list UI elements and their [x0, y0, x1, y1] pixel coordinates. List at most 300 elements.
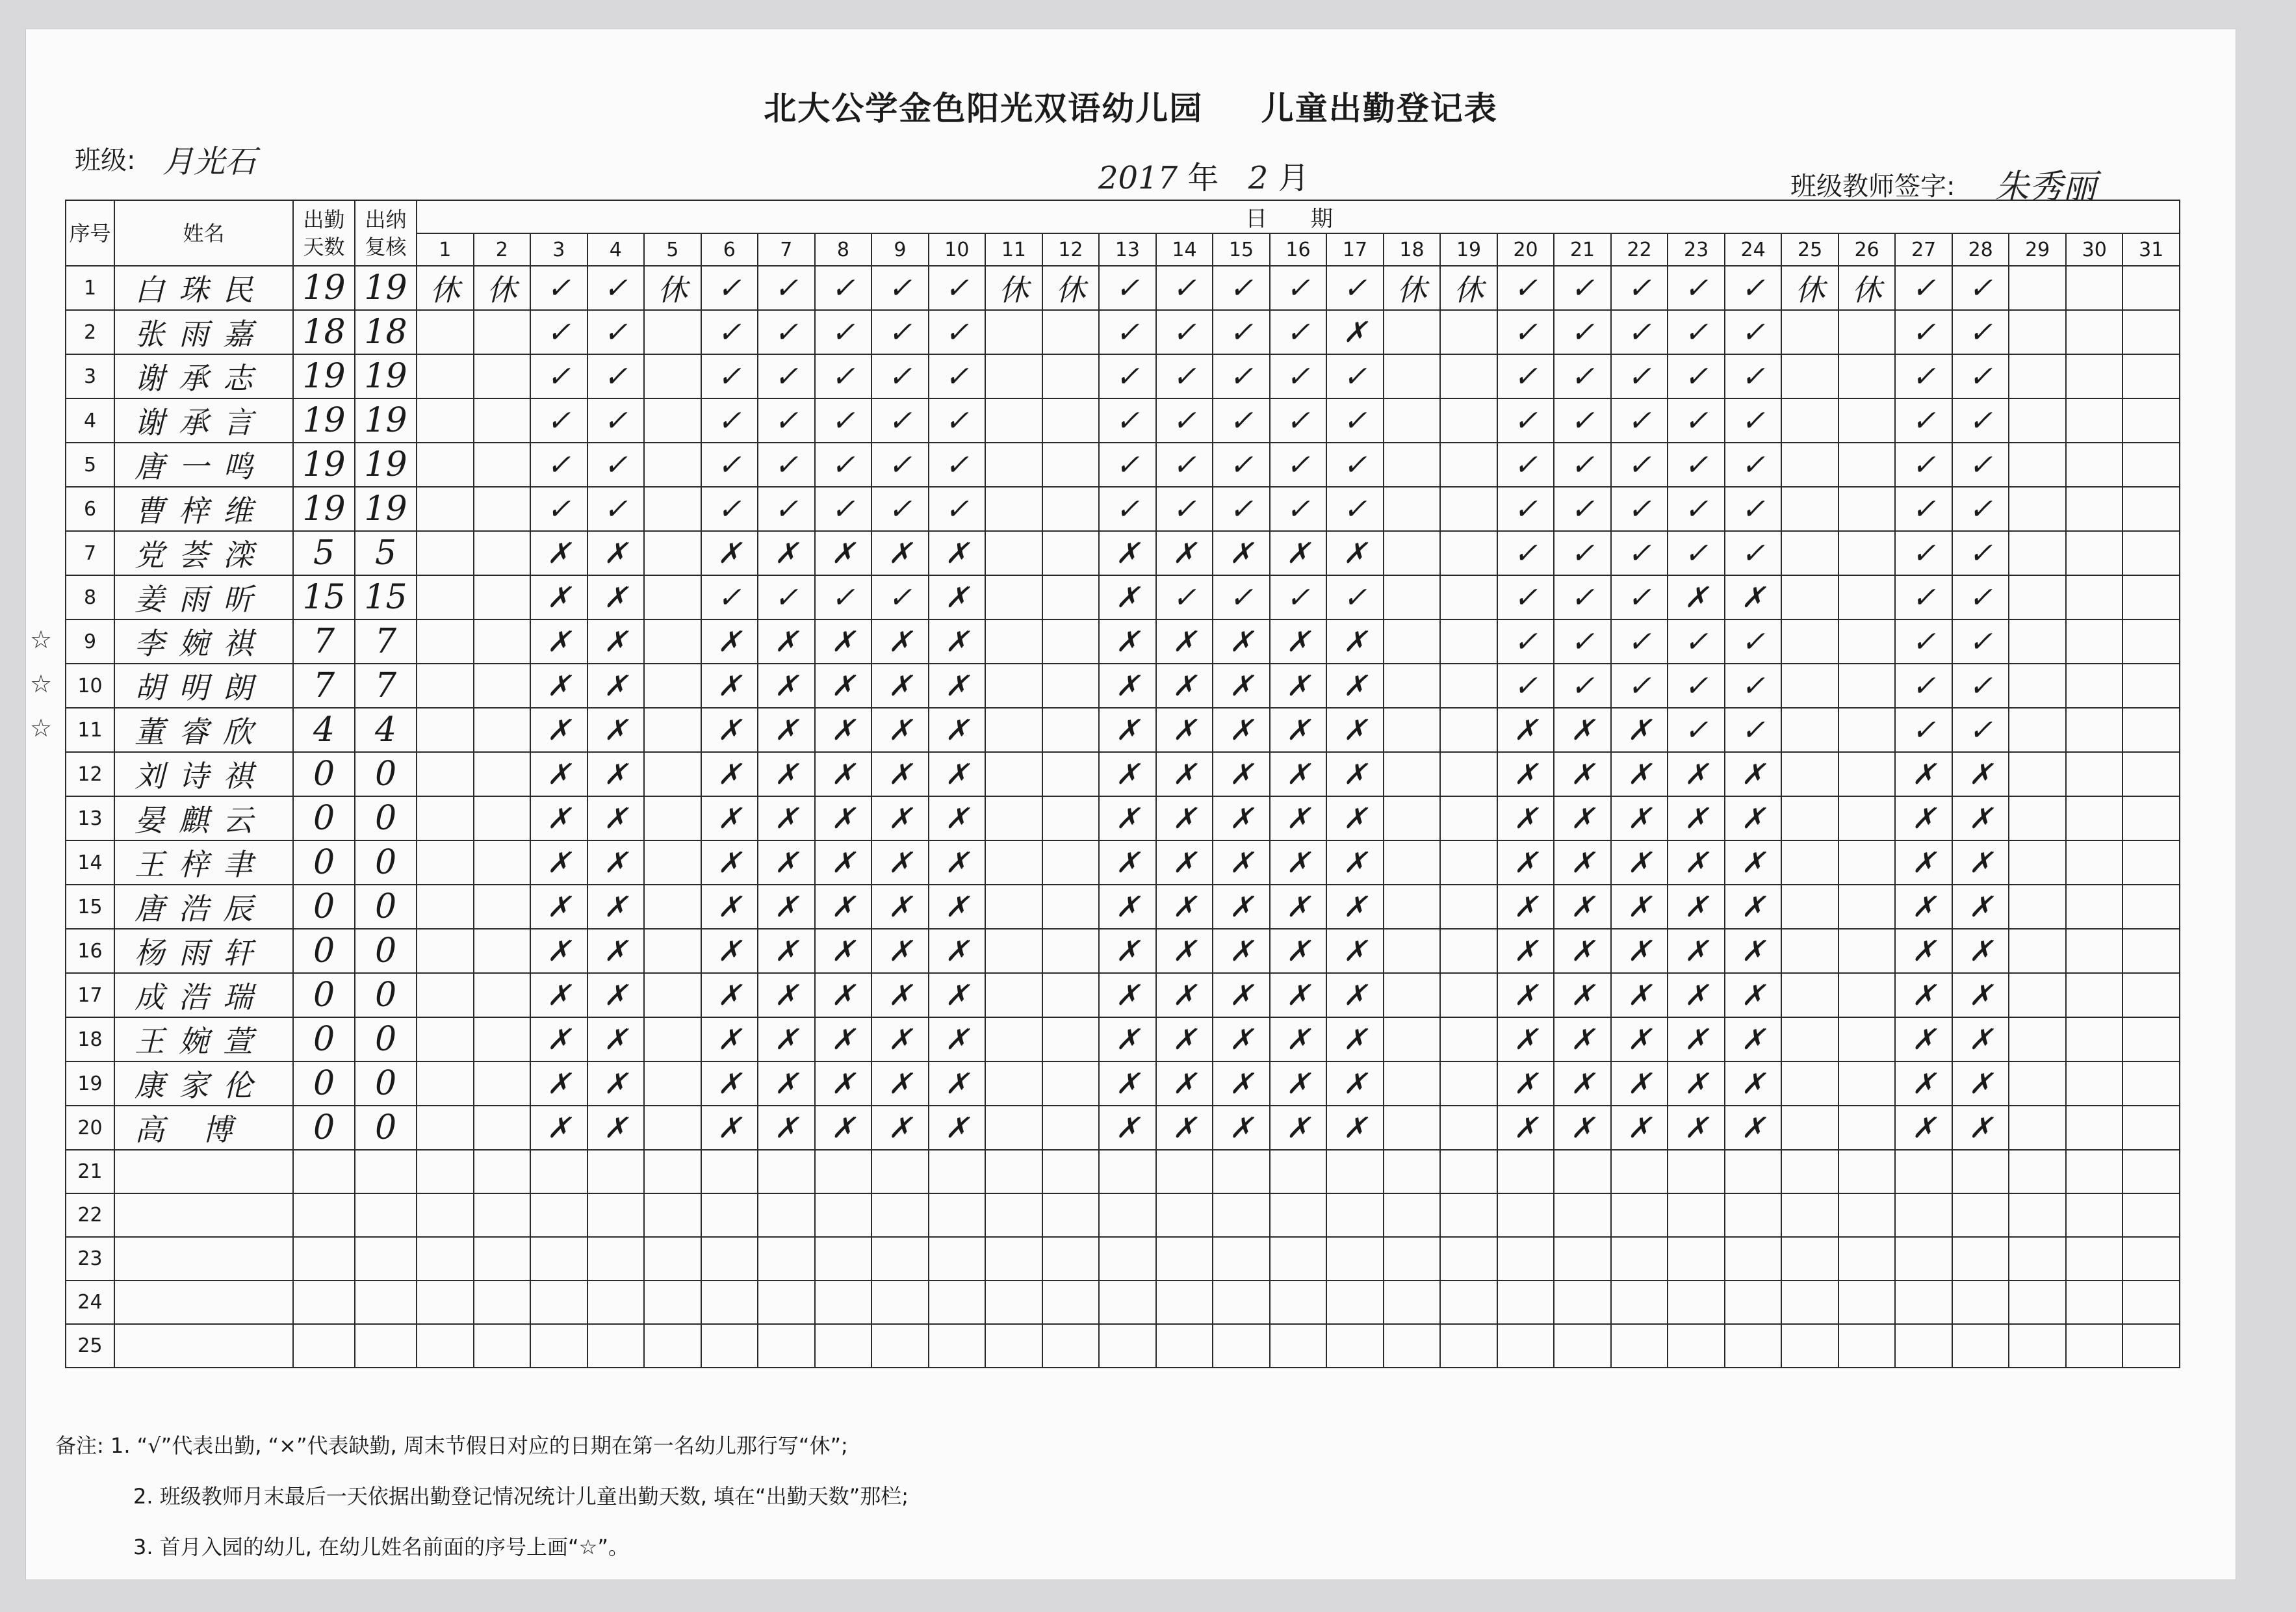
- day-mark: [1440, 443, 1497, 487]
- child-name: [114, 1280, 293, 1324]
- day-mark: 休: [1838, 266, 1896, 310]
- day-mark: [1156, 1193, 1213, 1237]
- day-mark: [985, 708, 1042, 752]
- day-mark: [1725, 1280, 1782, 1324]
- check-days: 19: [355, 266, 417, 310]
- day-mark: [1838, 354, 1896, 398]
- day-mark: ✗: [1668, 752, 1725, 796]
- day-mark: ✗: [530, 929, 587, 973]
- day-mark: ✓: [1326, 487, 1384, 531]
- day-mark: [2009, 708, 2066, 752]
- day-mark: [2009, 575, 2066, 619]
- day-mark: ✓: [1668, 443, 1725, 487]
- day-mark: ✗: [1611, 840, 1668, 885]
- day-mark: [1781, 575, 1838, 619]
- table-row: [66, 752, 2180, 796]
- day-mark: ✗: [871, 885, 929, 929]
- day-mark: [985, 531, 1042, 575]
- day-mark: ✗: [815, 1017, 872, 1061]
- day-mark: [644, 398, 701, 443]
- day-mark: [1042, 1017, 1100, 1061]
- day-mark: [2122, 619, 2180, 664]
- year-unit: 年: [1187, 160, 1219, 196]
- day-mark: [1326, 1150, 1384, 1193]
- day-mark: ✗: [1725, 752, 1782, 796]
- day-mark: [1781, 1324, 1838, 1368]
- day-mark: ✗: [587, 1017, 645, 1061]
- day-mark: ✓: [1952, 266, 2009, 310]
- day-mark: ✗: [815, 619, 872, 664]
- day-mark: [1440, 1237, 1497, 1280]
- day-mark: [985, 1150, 1042, 1193]
- day-mark: [1384, 575, 1441, 619]
- day-mark: ✗: [1326, 929, 1384, 973]
- day-mark: ✗: [1326, 664, 1384, 708]
- day-mark: [1099, 1237, 1156, 1280]
- day-mark: [1895, 1150, 1952, 1193]
- day-mark: ✓: [1725, 398, 1782, 443]
- day-mark: ✓: [701, 266, 758, 310]
- day-mark: ✓: [1270, 354, 1327, 398]
- day-mark: ✗: [1156, 1061, 1213, 1106]
- day-mark: [1838, 443, 1896, 487]
- day-mark: ✓: [1497, 487, 1554, 531]
- day-mark: [1668, 1150, 1725, 1193]
- day-mark: ✓: [587, 266, 645, 310]
- day-mark: [2122, 266, 2180, 310]
- table-row: [66, 619, 2180, 664]
- day-mark: ✓: [1611, 487, 1668, 531]
- day-mark: [1099, 1280, 1156, 1324]
- header-name: 姓名: [114, 200, 293, 266]
- day-mark: [2009, 443, 2066, 487]
- day-mark: ✗: [929, 885, 986, 929]
- day-mark: ✗: [815, 796, 872, 840]
- day-mark: [2009, 929, 2066, 973]
- row-number: 6: [66, 487, 114, 531]
- day-mark: [2066, 929, 2123, 973]
- day-mark: [1781, 1061, 1838, 1106]
- day-mark: ✗: [1611, 708, 1668, 752]
- day-mark: ✗: [1497, 1061, 1554, 1106]
- table-row: [66, 443, 2180, 487]
- day-mark: ✓: [1497, 398, 1554, 443]
- day-mark: ✗: [758, 929, 815, 973]
- day-mark: [2009, 487, 2066, 531]
- day-mark: [1384, 1324, 1441, 1368]
- day-mark: [474, 1237, 531, 1280]
- month-value: 2: [1248, 160, 1269, 196]
- day-mark: ✗: [1270, 929, 1327, 973]
- row-number: 14: [66, 840, 114, 885]
- day-mark: [474, 973, 531, 1017]
- day-mark: [644, 973, 701, 1017]
- day-mark: [1270, 1324, 1327, 1368]
- day-mark: [985, 1280, 1042, 1324]
- day-header: 9: [871, 233, 929, 266]
- form-name: 儿童出勤登记表: [1261, 90, 1498, 127]
- day-mark: ✗: [758, 531, 815, 575]
- day-mark: [2009, 531, 2066, 575]
- day-header: 23: [1668, 233, 1725, 266]
- attendance-days: 0: [293, 929, 355, 973]
- day-mark: [1668, 1280, 1725, 1324]
- day-mark: [1838, 575, 1896, 619]
- day-mark: ✗: [1497, 885, 1554, 929]
- attendance-days: 0: [293, 885, 355, 929]
- day-mark: [1440, 310, 1497, 354]
- day-mark: ✗: [871, 619, 929, 664]
- day-mark: ✓: [1725, 531, 1782, 575]
- day-mark: ✗: [1156, 840, 1213, 885]
- day-mark: [1326, 1237, 1384, 1280]
- child-name: [114, 1324, 293, 1368]
- attendance-days: 0: [293, 796, 355, 840]
- day-mark: [1042, 354, 1100, 398]
- day-mark: [587, 1324, 645, 1368]
- day-mark: ✓: [701, 398, 758, 443]
- day-mark: [474, 443, 531, 487]
- header-days: [293, 200, 355, 266]
- day-mark: [644, 1324, 701, 1368]
- day-mark: ✓: [1213, 575, 1270, 619]
- day-mark: ✗: [758, 973, 815, 1017]
- day-mark: [1838, 1106, 1896, 1150]
- day-mark: ✓: [1213, 310, 1270, 354]
- day-mark: ✗: [1497, 973, 1554, 1017]
- check-days: [355, 1193, 417, 1237]
- day-mark: ✗: [1611, 796, 1668, 840]
- day-mark: ✗: [701, 840, 758, 885]
- day-mark: ✓: [1895, 531, 1952, 575]
- child-name: 杨雨轩: [114, 929, 293, 973]
- day-mark: [1952, 1150, 2009, 1193]
- day-mark: ✓: [1895, 354, 1952, 398]
- table-row: [66, 796, 2180, 840]
- day-mark: ✗: [815, 973, 872, 1017]
- day-mark: [1384, 885, 1441, 929]
- day-mark: [1440, 1017, 1497, 1061]
- day-mark: [2122, 443, 2180, 487]
- day-mark: [1384, 929, 1441, 973]
- day-mark: [985, 1017, 1042, 1061]
- day-header: 12: [1042, 233, 1100, 266]
- day-header: 2: [474, 233, 531, 266]
- day-mark: [1440, 1106, 1497, 1150]
- day-mark: ✗: [530, 531, 587, 575]
- day-mark: [1725, 1150, 1782, 1193]
- day-mark: ✓: [1554, 531, 1611, 575]
- day-mark: ✗: [1099, 840, 1156, 885]
- day-header: 27: [1895, 233, 1952, 266]
- day-mark: ✓: [1497, 310, 1554, 354]
- day-mark: ✗: [929, 619, 986, 664]
- row-number: 2: [66, 310, 114, 354]
- day-header: 30: [2066, 233, 2123, 266]
- attendance-days: 0: [293, 1106, 355, 1150]
- day-mark: [985, 1106, 1042, 1150]
- day-mark: ✓: [587, 443, 645, 487]
- day-mark: ✗: [758, 752, 815, 796]
- day-mark: ✗: [1895, 885, 1952, 929]
- day-mark: [985, 575, 1042, 619]
- day-mark: ✓: [587, 398, 645, 443]
- day-mark: [2066, 664, 2123, 708]
- day-mark: ✓: [1895, 310, 1952, 354]
- day-mark: [1781, 664, 1838, 708]
- day-mark: [2122, 973, 2180, 1017]
- day-header: 26: [1838, 233, 1896, 266]
- day-mark: ✗: [1270, 796, 1327, 840]
- day-mark: [2122, 398, 2180, 443]
- table-row: [66, 575, 2180, 619]
- check-days: 0: [355, 929, 417, 973]
- day-mark: ✓: [1554, 664, 1611, 708]
- day-mark: ✓: [1668, 708, 1725, 752]
- row-number: 21: [66, 1150, 114, 1193]
- check-days: 7: [355, 664, 417, 708]
- day-mark: [985, 398, 1042, 443]
- day-mark: [1042, 752, 1100, 796]
- day-mark: [758, 1280, 815, 1324]
- day-mark: ✗: [758, 796, 815, 840]
- day-mark: ✓: [758, 575, 815, 619]
- row-number: 17: [66, 973, 114, 1017]
- row-number: 25: [66, 1324, 114, 1368]
- day-mark: [1384, 487, 1441, 531]
- year-month: [1098, 153, 1309, 198]
- day-mark: [1042, 575, 1100, 619]
- attendance-days: 4: [293, 708, 355, 752]
- row-number: 8: [66, 575, 114, 619]
- day-mark: [1042, 531, 1100, 575]
- day-mark: ✓: [1156, 266, 1213, 310]
- day-mark: ✗: [1611, 1017, 1668, 1061]
- day-mark: ✓: [929, 443, 986, 487]
- day-mark: [2066, 708, 2123, 752]
- day-mark: [2066, 443, 2123, 487]
- day-mark: [2066, 1061, 2123, 1106]
- day-mark: ✗: [1213, 664, 1270, 708]
- child-name: 董睿欣: [114, 708, 293, 752]
- day-mark: [417, 885, 474, 929]
- child-name: 党荟滦: [114, 531, 293, 575]
- day-mark: ✗: [1099, 796, 1156, 840]
- day-mark: ✗: [1497, 796, 1554, 840]
- day-mark: [1270, 1193, 1327, 1237]
- day-mark: [1781, 1106, 1838, 1150]
- day-mark: [2009, 619, 2066, 664]
- day-mark: [474, 398, 531, 443]
- day-mark: [1838, 664, 1896, 708]
- check-days: 19: [355, 354, 417, 398]
- day-mark: ✓: [1725, 708, 1782, 752]
- day-mark: ✗: [1668, 1017, 1725, 1061]
- day-mark: ✗: [1326, 973, 1384, 1017]
- day-mark: ✓: [1952, 531, 2009, 575]
- day-mark: ✗: [1270, 531, 1327, 575]
- day-mark: [644, 1193, 701, 1237]
- day-mark: [1838, 973, 1896, 1017]
- day-header: 25: [1781, 233, 1838, 266]
- day-mark: ✗: [1326, 752, 1384, 796]
- day-header: 7: [758, 233, 815, 266]
- day-mark: ✓: [929, 310, 986, 354]
- day-mark: 休: [474, 266, 531, 310]
- header-days-line1: 出勤: [303, 207, 345, 232]
- day-mark: ✗: [1326, 840, 1384, 885]
- day-mark: ✗: [1099, 973, 1156, 1017]
- note-line-1: 备注: 1. “√”代表出勤, “×”代表缺勤, 周末节假日对应的日期在第一名幼儿那行写“休”;: [55, 1433, 848, 1458]
- day-mark: ✗: [1099, 1061, 1156, 1106]
- day-mark: [871, 1324, 929, 1368]
- attendance-days: [293, 1150, 355, 1193]
- day-mark: ✓: [1156, 487, 1213, 531]
- day-mark: ✗: [1554, 1061, 1611, 1106]
- day-mark: ✓: [587, 310, 645, 354]
- day-mark: [929, 1237, 986, 1280]
- day-mark: [2122, 885, 2180, 929]
- day-mark: ✓: [1099, 266, 1156, 310]
- day-mark: [1270, 1237, 1327, 1280]
- day-mark: ✓: [1554, 619, 1611, 664]
- day-mark: ✓: [1895, 266, 1952, 310]
- day-mark: ✓: [1725, 664, 1782, 708]
- day-mark: [1952, 1324, 2009, 1368]
- row-number: 1: [66, 266, 114, 310]
- day-mark: ✗: [1213, 1017, 1270, 1061]
- day-mark: ✗: [1554, 796, 1611, 840]
- day-mark: ✗: [587, 840, 645, 885]
- day-mark: [1440, 1280, 1497, 1324]
- day-mark: ✓: [929, 487, 986, 531]
- day-mark: [1384, 973, 1441, 1017]
- check-days: 18: [355, 310, 417, 354]
- day-mark: ✗: [1156, 973, 1213, 1017]
- day-mark: ✓: [758, 310, 815, 354]
- day-mark: [1781, 752, 1838, 796]
- day-mark: [1838, 1061, 1896, 1106]
- attendance-days: 19: [293, 487, 355, 531]
- day-mark: [1838, 1324, 1896, 1368]
- day-mark: ✗: [758, 708, 815, 752]
- day-mark: ✓: [1270, 487, 1327, 531]
- star-icon: ☆: [30, 670, 53, 698]
- day-mark: ✓: [587, 487, 645, 531]
- day-mark: [1384, 1193, 1441, 1237]
- day-mark: ✗: [1326, 1106, 1384, 1150]
- day-mark: ✗: [1326, 796, 1384, 840]
- attendance-days: 19: [293, 443, 355, 487]
- day-header: 31: [2122, 233, 2180, 266]
- day-mark: [1440, 752, 1497, 796]
- day-mark: ✓: [1497, 354, 1554, 398]
- day-mark: ✗: [1156, 708, 1213, 752]
- row-number: 12: [66, 752, 114, 796]
- row-number: 10: [66, 664, 114, 708]
- day-mark: ✓: [530, 487, 587, 531]
- day-mark: [1725, 1193, 1782, 1237]
- day-mark: [587, 1237, 645, 1280]
- day-mark: ✗: [1270, 1106, 1327, 1150]
- table-row: [66, 1017, 2180, 1061]
- day-mark: [644, 354, 701, 398]
- day-mark: [1156, 1237, 1213, 1280]
- child-name: 刘诗祺: [114, 752, 293, 796]
- day-mark: ✓: [871, 354, 929, 398]
- day-mark: [1384, 796, 1441, 840]
- day-mark: [2122, 487, 2180, 531]
- day-mark: ✓: [701, 575, 758, 619]
- day-mark: [2009, 1150, 2066, 1193]
- day-mark: [1838, 708, 1896, 752]
- day-mark: ✗: [1099, 885, 1156, 929]
- table-row: [66, 885, 2180, 929]
- day-mark: [1952, 1280, 2009, 1324]
- day-mark: ✗: [530, 1017, 587, 1061]
- day-mark: ✗: [587, 664, 645, 708]
- day-mark: [1042, 1150, 1100, 1193]
- header-check-line1: 出纳: [365, 207, 407, 232]
- day-mark: ✗: [871, 708, 929, 752]
- day-mark: [2122, 1280, 2180, 1324]
- day-mark: [1384, 840, 1441, 885]
- attendance-days: 19: [293, 354, 355, 398]
- day-header: 20: [1497, 233, 1554, 266]
- day-mark: ✓: [1554, 354, 1611, 398]
- day-mark: [1440, 354, 1497, 398]
- day-mark: [815, 1324, 872, 1368]
- day-mark: ✗: [758, 885, 815, 929]
- day-mark: [701, 1150, 758, 1193]
- day-mark: ✗: [530, 708, 587, 752]
- note-line-2: 2. 班级教师月末最后一天依据出勤登记情况统计儿童出勤天数, 填在“出勤天数”那栏;: [133, 1484, 909, 1509]
- attendance-days: 5: [293, 531, 355, 575]
- day-mark: ✗: [1895, 1017, 1952, 1061]
- day-mark: ✓: [1895, 619, 1952, 664]
- day-mark: [1384, 443, 1441, 487]
- day-mark: ✗: [587, 1106, 645, 1150]
- check-days: 0: [355, 973, 417, 1017]
- day-mark: 休: [985, 266, 1042, 310]
- day-mark: ✗: [1497, 840, 1554, 885]
- day-mark: [417, 752, 474, 796]
- day-mark: ✗: [1213, 796, 1270, 840]
- day-mark: [1042, 840, 1100, 885]
- day-mark: ✗: [701, 796, 758, 840]
- table-row: [66, 708, 2180, 752]
- day-mark: ✗: [1497, 929, 1554, 973]
- day-mark: [1781, 1193, 1838, 1237]
- day-mark: ✗: [871, 796, 929, 840]
- day-mark: ✗: [871, 840, 929, 885]
- header-date: 日 期: [417, 200, 2180, 233]
- day-mark: ✗: [1270, 840, 1327, 885]
- day-mark: ✓: [1326, 575, 1384, 619]
- day-mark: [985, 1061, 1042, 1106]
- day-mark: [1384, 1237, 1441, 1280]
- day-mark: [985, 354, 1042, 398]
- day-mark: [474, 1280, 531, 1324]
- day-mark: ✗: [929, 752, 986, 796]
- day-mark: ✗: [1554, 1106, 1611, 1150]
- day-mark: [2009, 752, 2066, 796]
- day-mark: [474, 1017, 531, 1061]
- day-mark: ✗: [701, 619, 758, 664]
- day-header: 17: [1326, 233, 1384, 266]
- day-mark: ✗: [1326, 1017, 1384, 1061]
- day-mark: ✗: [587, 885, 645, 929]
